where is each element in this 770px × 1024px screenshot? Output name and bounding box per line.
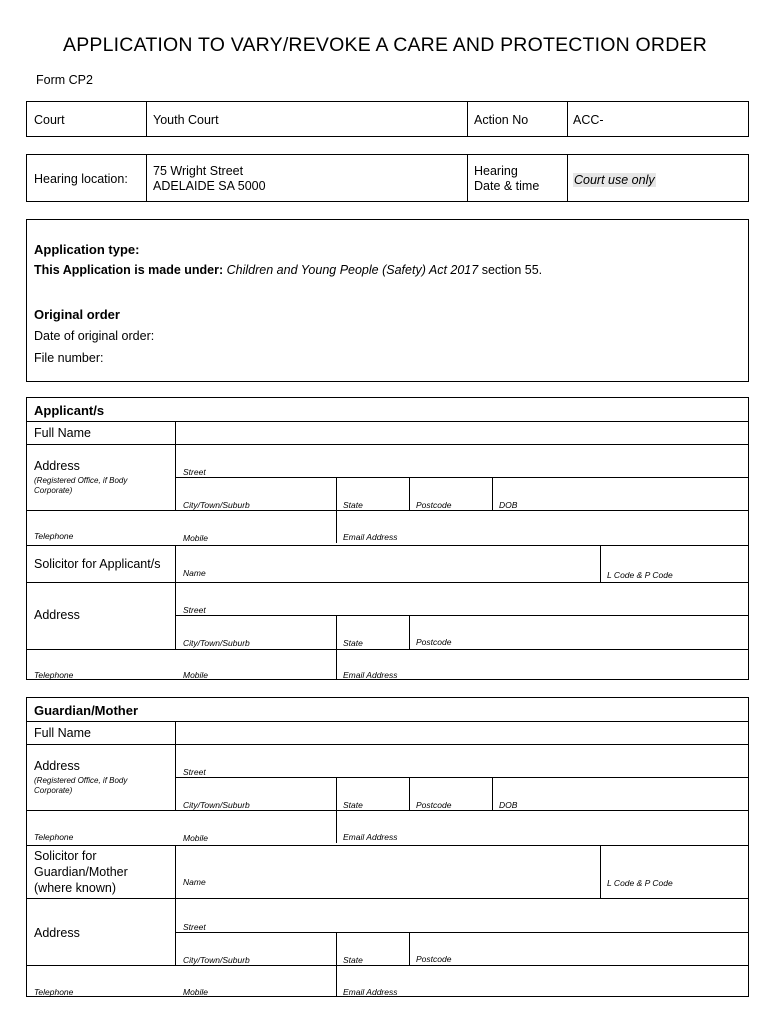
guardian-email-label: Email Address <box>343 832 398 842</box>
guardian-sol-email-label: Email Address <box>343 987 398 997</box>
guardian-address-label: Address <box>34 759 80 773</box>
guardian-solicitor-line1: Solicitor for <box>34 849 97 863</box>
guardian-state-label: State <box>343 800 363 810</box>
guardian-sol-city-label: City/Town/Suburb <box>183 955 250 965</box>
applicant-email-label: Email Address <box>343 532 398 542</box>
hearing-date-label-2: Date & time <box>474 179 540 193</box>
action-no-field[interactable]: ACC- <box>573 113 604 127</box>
applicant-mobile-label: Mobile <box>183 533 209 543</box>
applicant-solicitor-name-label: Name <box>183 568 206 578</box>
guardian-postcode-label: Postcode <box>416 800 452 810</box>
guardian-solicitor-line3: (where known) <box>34 881 116 895</box>
guardian-solicitor-line2: Guardian/Mother <box>34 865 128 879</box>
hearing-location-label: Hearing location: <box>34 172 128 186</box>
applicant-city-label: City/Town/Suburb <box>183 500 250 510</box>
applicant-street-label: Street <box>183 467 206 477</box>
hearing-address-line2: ADELAIDE SA 5000 <box>153 179 266 193</box>
applicant-sol-mobile-label: Mobile <box>183 670 209 680</box>
guardian-address-note: (Registered Office, if Body Corporate) <box>34 776 128 795</box>
date-of-original-order-label[interactable]: Date of original order: <box>34 329 155 343</box>
guardian-heading: Guardian/Mother <box>34 703 139 718</box>
guardian-telephone-label: Telephone <box>34 832 74 842</box>
applicant-address-note: (Registered Office, if Body Corporate) <box>34 476 128 495</box>
applicant-sol-email-label: Email Address <box>343 670 398 680</box>
court-value[interactable]: Youth Court <box>153 113 219 127</box>
court-use-only-field: Court use only <box>574 173 655 187</box>
guardian-sol-telephone-label: Telephone <box>34 987 74 997</box>
application-type-label: Application type: <box>34 242 140 257</box>
applicant-sol-postcode-label: Postcode <box>416 637 452 647</box>
applicant-sol-street-label: Street <box>183 605 206 615</box>
action-no-label: Action No <box>474 113 529 127</box>
act-section: section 55. <box>481 263 543 277</box>
applicant-sol-city-label: City/Town/Suburb <box>183 638 250 648</box>
court-row <box>26 101 749 137</box>
guardian-section <box>26 697 749 997</box>
guardian-sol-street-label: Street <box>183 922 206 932</box>
act-name: Children and Young People (Safety) Act 2017 <box>226 263 479 277</box>
applicant-sol-address-label: Address <box>34 608 80 622</box>
applicant-telephone-label: Telephone <box>34 531 74 541</box>
guardian-sol-address-label: Address <box>34 926 80 940</box>
court-label: Court <box>34 113 65 127</box>
made-under-label: This Application is made under: <box>34 263 224 277</box>
guardian-street-label: Street <box>183 767 206 777</box>
form-title: APPLICATION TO VARY/REVOKE A CARE AND PROTECTION ORDER <box>63 34 707 56</box>
hearing-date-label-1: Hearing <box>474 164 518 178</box>
hearing-address-line1: 75 Wright Street <box>153 164 244 178</box>
applicant-postcode-label: Postcode <box>416 500 452 510</box>
applicant-address-label: Address <box>34 459 80 473</box>
guardian-mobile-label: Mobile <box>183 833 209 843</box>
form-number: Form CP2 <box>36 73 93 87</box>
applicant-state-label: State <box>343 500 363 510</box>
hearing-row <box>26 154 749 202</box>
guardian-sol-mobile-label: Mobile <box>183 987 209 997</box>
guardian-sol-state-label: State <box>343 955 363 965</box>
made-under-line <box>34 263 542 277</box>
applicant-dob-label: DOB <box>499 500 518 510</box>
applicant-lcode-label: L Code & P Code <box>607 570 673 580</box>
guardian-solicitor-name-label: Name <box>183 877 206 887</box>
applicant-full-name-label: Full Name <box>34 426 91 440</box>
applicant-heading: Applicant/s <box>34 403 105 418</box>
file-number-label[interactable]: File number: <box>34 351 104 365</box>
applicant-sol-state-label: State <box>343 638 363 648</box>
guardian-dob-label: DOB <box>499 800 518 810</box>
applicant-solicitor-label: Solicitor for Applicant/s <box>34 557 161 571</box>
guardian-sol-postcode-label: Postcode <box>416 954 452 964</box>
applicant-sol-telephone-label: Telephone <box>34 670 74 680</box>
guardian-full-name-label: Full Name <box>34 726 91 740</box>
guardian-lcode-label: L Code & P Code <box>607 878 673 888</box>
applicant-section <box>26 397 749 680</box>
original-order-heading: Original order <box>34 307 120 322</box>
guardian-city-label: City/Town/Suburb <box>183 800 250 810</box>
application-type-box <box>26 219 749 382</box>
